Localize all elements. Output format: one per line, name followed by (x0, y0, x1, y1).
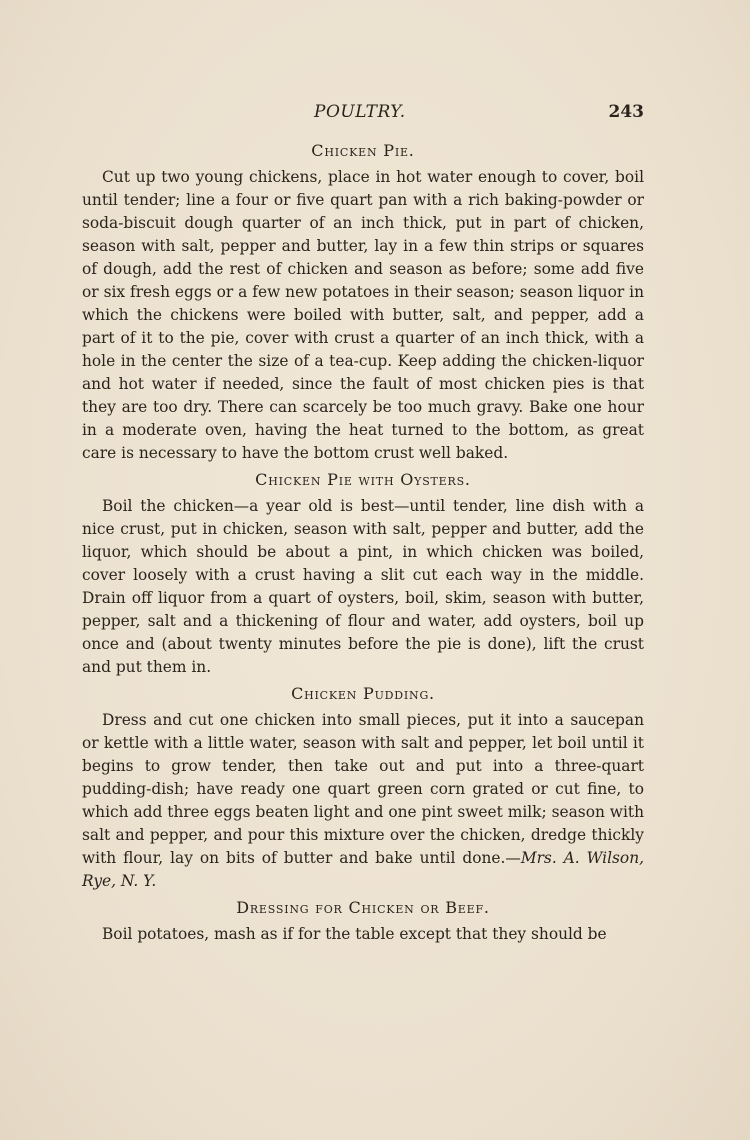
running-title: POULTRY. (314, 102, 406, 122)
recipe-text-chicken-pie: Cut up two young chickens, place in hot water enough to cover, boil until tender; line a four or five quart pan with a rich baking-powder or soda-biscuit dough quarter of an inch thick, put in part of chicken, season with salt, pepper and butter, lay in a few thin strips or squares of dough, add the rest of chicken and season as before; some add five or six fresh eggs or a few new potatoes in their season; season liquor in which the chickens were boiled with butter, salt, and pepper, add a part of it to the pie, cover with crust a quarter of an inch thick, with a hole in the center the size of a tea-cup. Keep adding the chicken-liquor and hot water if needed, since the fault of most chicken pies is that they are too dry. There can scarcely be too much gravy. Bake one hour in a moderate oven, having the heat turned to the bottom, as great care is necessary to have the bottom crust well baked. (82, 168, 644, 462)
recipe-credit: Mrs. A. Wilson, Rye, N. Y. (82, 849, 644, 890)
recipe-text-chicken-pudding (82, 709, 644, 893)
recipe-body: Dress and cut one chicken into small pieces, put it into a saucepan or kettle with a little water, season with salt and pepper, let boil until it begins to grow tender, then take out and put into a three-quart pudding-dish; have ready one quart green corn grated or cut fine, to which add three eggs beaten light and one pint sweet milk; season with salt and pepper, and pour this mixture over the chicken, dredge thickly with flour, lay on bits of butter and bake until done.— (82, 711, 644, 867)
recipe-heading-chicken-pie-oysters: Chicken Pie with Oysters. (255, 470, 471, 489)
page-number: 243 (608, 102, 644, 122)
recipe-heading-dressing: Dressing for Chicken or Beef. (236, 898, 490, 917)
page-body (82, 136, 644, 946)
recipe-text-dressing: Boil potatoes, mash as if for the table except that they should be (102, 925, 607, 943)
recipe-heading-chicken-pudding: Chicken Pudding. (291, 684, 435, 703)
recipe-heading-chicken-pie: Chicken Pie. (311, 141, 415, 160)
recipe-text-chicken-pie-oysters: Boil the chicken—a year old is best—until tender, line dish with a nice crust, put in chicken, season with salt, pepper and butter, add the liquor, which should be about a pint, in which chicken was boiled, cover loosely with a crust having a slit cut each way in the middle. Drain off liquor from a quart of oysters, boil, skim, season with butter, pepper, salt and a thickening of flour and water, add oysters, boil up once and (about twenty minutes before the pie is done), lift the crust and put them in. (82, 497, 644, 676)
running-head (82, 100, 644, 130)
